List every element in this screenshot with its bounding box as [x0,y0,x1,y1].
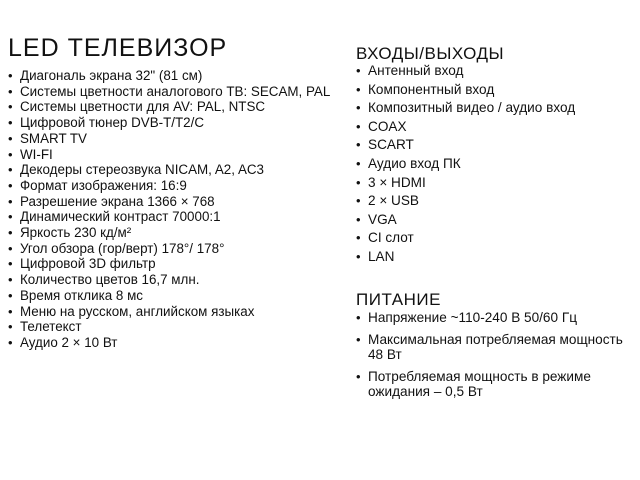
spec-item: • Время отклика 8 мс [8,288,344,304]
spec-item: • Декодеры стереозвука NICAM, A2, AC3 [8,162,344,178]
spec-item: • Яркость 230 кд/м² [8,225,344,241]
input-item: • CI слот [356,229,638,248]
spec-item: • Меню на русском, английском языках [8,304,344,320]
input-item: • VGA [356,211,638,230]
inputs-outputs-list [356,62,638,267]
input-item: • Аудио вход ПК [356,155,638,174]
spec-item: • Формат изображения: 16:9 [8,178,344,194]
input-item: • Антенный вход [356,62,638,81]
power-item: • Потребляемая мощность в режиме ожидания – 0,5 Вт [356,369,638,400]
tv-specs-list [8,68,344,351]
spec-item: • Системы цветности для AV: PAL, NTSC [8,99,344,115]
spec-item: • Системы цветности аналогового ТВ: SECAM, PAL [8,84,344,100]
inputs-outputs-title: ВХОДЫ/ВЫХОДЫ [356,44,505,63]
spec-item: • Количество цветов 16,7 млн. [8,272,344,288]
spec-item: • Телетекст [8,319,344,335]
spec-item: • SMART TV [8,131,344,147]
spec-item: • WI-FI [8,147,344,163]
input-item: • COAX [356,118,638,137]
tv-title: LED ТЕЛЕВИЗОР [8,34,228,62]
spec-item: • Цифровой 3D фильтр [8,256,344,272]
spec-item: • Динамический контраст 70000:1 [8,209,344,225]
spec-item: • Угол обзора (гор/верт) 178°/ 178° [8,241,344,257]
input-item: • 2 × USB [356,192,638,211]
spec-item: • Аудио 2 × 10 Вт [8,335,344,351]
input-item: • LAN [356,248,638,267]
power-item: • Напряжение ~110-240 В 50/60 Гц [356,310,638,326]
input-item: • Композитный видео / аудио вход [356,99,638,118]
spec-item: • Разрешение экрана 1366 × 768 [8,194,344,210]
input-item: • 3 × HDMI [356,174,638,193]
power-title: ПИТАНИЕ [356,290,441,309]
input-item: • SCART [356,136,638,155]
input-item: • Компонентный вход [356,81,638,100]
spec-item: • Диагональ экрана 32" (81 см) [8,68,344,84]
spec-item: • Цифровой тюнер DVB-T/T2/C [8,115,344,131]
power-list [356,310,638,406]
power-item: • Максимальная потребляемая мощность 48 Вт [356,332,638,363]
